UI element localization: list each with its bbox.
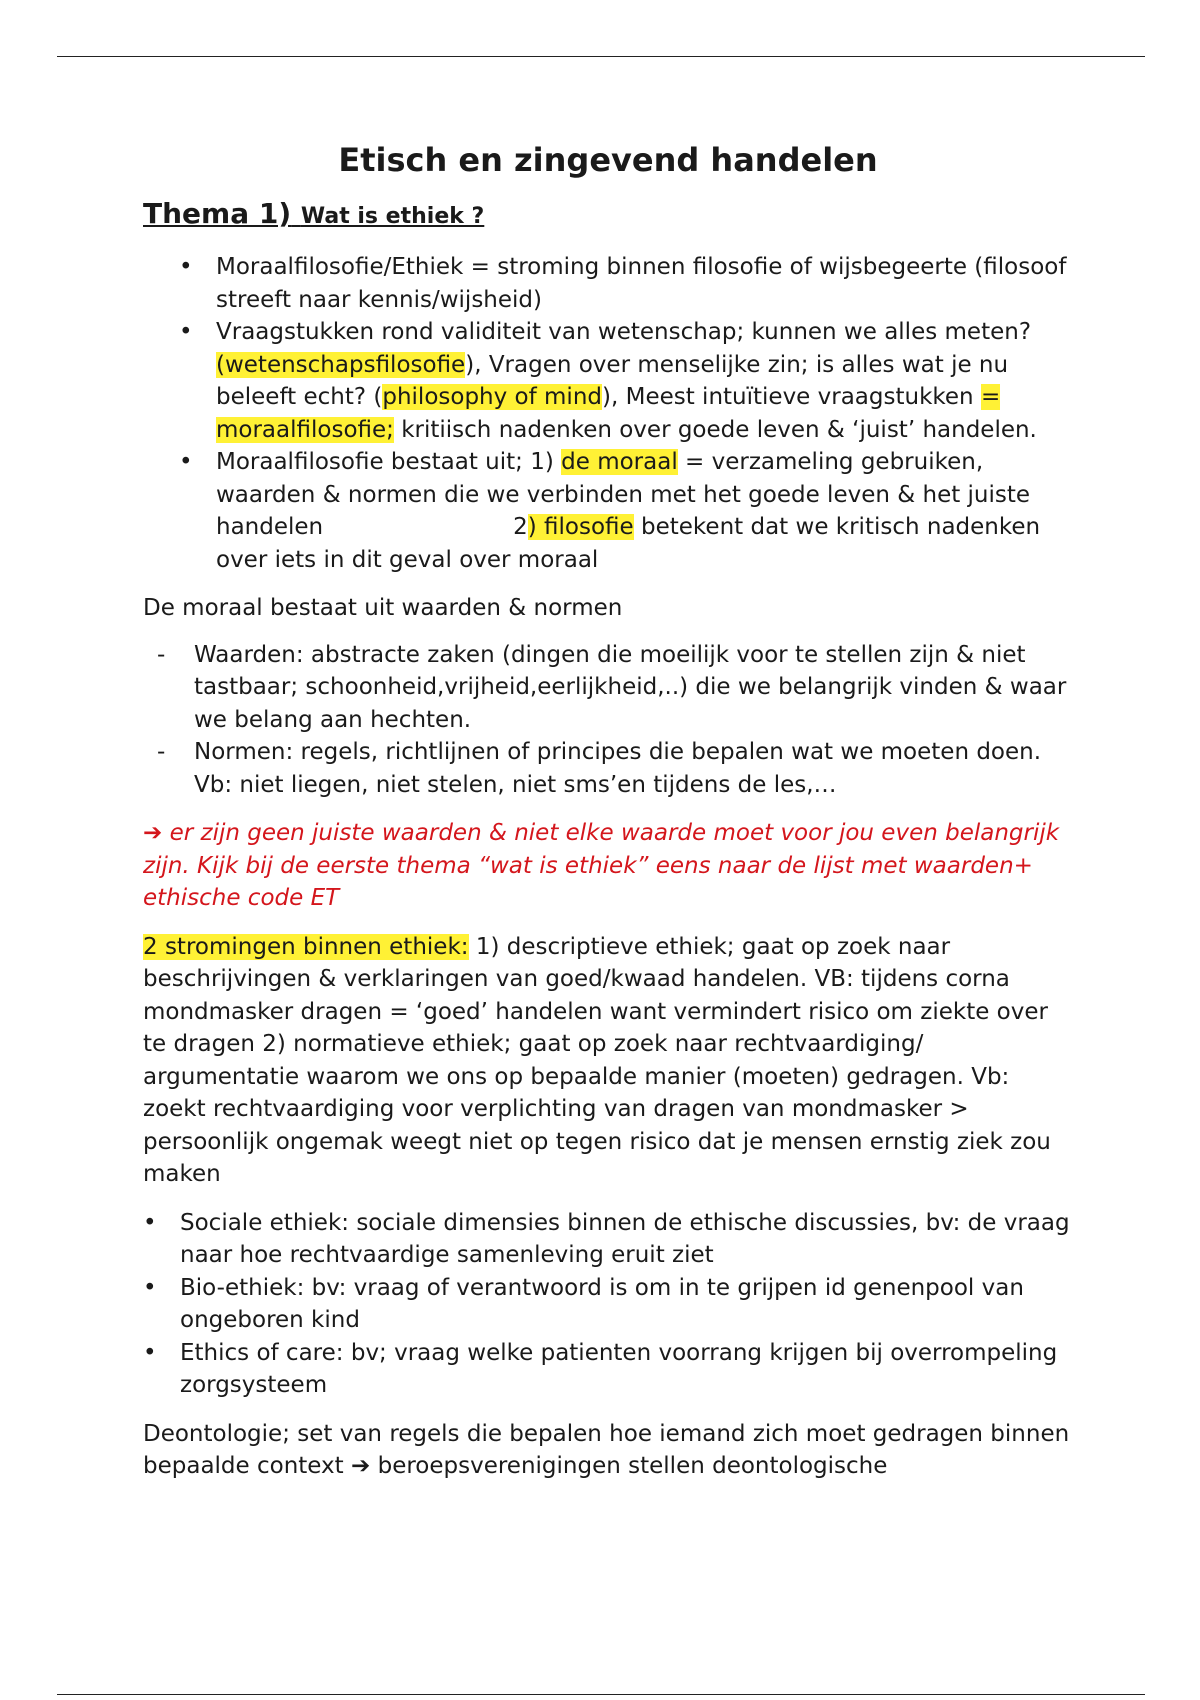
text-span: 2 [513, 514, 528, 540]
moraal-intro: De moraal bestaat uit waarden & normen [143, 595, 623, 621]
spacer [143, 625, 1073, 639]
stromingen-paragraph [143, 931, 1073, 1191]
list-item-sociale-ethiek: • Sociale ethiek: sociale dimensies binnen de ethische discussies, bv: de vraag naar hoe rechtvaardige samenleving eruit ziet [143, 1207, 1073, 1272]
bullet-list-2 [143, 1207, 1073, 1402]
list-item: • Moraalfilosofie/Ethiek = stroming binnen filosofie of wijsbegeerte (filosoof streeft naar kennis/wijsheid) [143, 251, 1073, 316]
footer-rule [57, 1694, 1145, 1695]
header-rule [57, 56, 1145, 57]
text-span: Vraagstukken rond validiteit van wetenschap; kunnen we alles meten? [216, 319, 1032, 345]
list-item-ethics-of-care: • Ethics of care: bv; vraag welke patienten voorrang krijgen bij overrompeling zorgsysteem [143, 1337, 1073, 1402]
deontologie-paragraph [143, 1418, 1073, 1483]
document-title: Etisch en zingevend handelen [338, 141, 878, 179]
highlight-de-moraal: de moraal [561, 449, 678, 475]
arrow-right-icon: ➔ [351, 1453, 371, 1479]
text-span: Moraalfilosofie bestaat uit; 1) [216, 449, 562, 475]
bullet-list-1 [143, 251, 1073, 576]
text-span: = verzameling gebruiken, waarden & normen die we verbinden met het goede leven & het juiste handelen [216, 449, 1031, 540]
text-span: Deontologie; set van regels die bepalen hoe iemand zich moet gedragen binnen bepaalde context [143, 1420, 1070, 1479]
spacer [143, 576, 1073, 592]
arrow-right-icon: ➔ [143, 820, 163, 846]
theme-heading [143, 196, 1073, 235]
list-item-waarden: - Waarden: abstracte zaken (dingen die moeilijk voor te stellen zijn & niet tastbaar; schoonheid,vrijheid,eerlijkheid,..) die we belangrijk vinden & waar we belang aan hechten. [143, 639, 1073, 737]
document-body [143, 138, 1073, 1483]
highlight-moraalfilosofie: = moraalfilosofie; [216, 384, 1001, 443]
note-paragraph [143, 817, 1073, 915]
dash-list [143, 639, 1073, 802]
highlight-wetenschapsfilosofie: (wetenschapsfilosofie [216, 351, 466, 378]
text-span: kritiisch nadenken over goede leven & ‘juist’ handelen. [393, 416, 1037, 443]
highlight-filosofie: ) filosofie [527, 514, 634, 540]
text-span: ), Vragen over menselijke zin; is alles wat je nu beleeft echt? ( [216, 351, 1009, 410]
spacer [143, 801, 1073, 817]
highlight-philosophy-of-mind: philosophy of mind [382, 384, 602, 410]
list-item [143, 316, 1073, 446]
spacer [143, 1191, 1073, 1207]
text-span: betekent dat we kritisch nadenken over iets in dit geval over moraal [216, 514, 1041, 573]
list-item [143, 446, 1073, 576]
spacer [143, 915, 1073, 931]
theme-question: Wat is ethiek ? [300, 204, 485, 229]
list-item-bio-ethiek: • Bio-ethiek: bv: vraag of verantwoord is om in te grijpen id genenpool van ongeboren kind [143, 1272, 1073, 1337]
text-span: ), Meest intuïtieve vraagstukken [602, 384, 981, 410]
theme-number: Thema 1) [143, 197, 292, 230]
stromingen-text: 1) descriptieve ethiek; gaat op zoek naar beschrijvingen & verklaringen van goed/kwaad handelen. VB: tijdens corna mondmasker dragen = ‘goed’ handelen want vermindert risico om ziekte over te dragen 2) normatieve ethiek; gaat op zoek naar rechtvaardiging/ argumentatie waarom we ons op bepaalde manier (moeten) gedragen. Vb: zoekt rechtvaardiging voor verplichting van dragen van mondmasker > persoonlijk ongemak weegt niet op tegen risico dat je mensen ernstig ziek zou maken [143, 933, 1051, 1187]
note-text: er zijn geen juiste waarden & niet elke waarde moet voor jou even belangrijk zijn. Kijk bij de eerste thema “wat is ethiek” eens naar de lijst met waarden+ ethische code ET [143, 820, 1060, 911]
text-span: beroepsverenigingen stellen deontologische [370, 1453, 888, 1479]
highlight-stromingen: 2 stromingen binnen ethiek: [143, 933, 469, 960]
spacer [143, 1402, 1073, 1418]
list-item-normen: - Normen: regels, richtlijnen of principes die bepalen wat we moeten doen. Vb: niet liegen, niet stelen, niet sms’en tijdens de les,… [143, 736, 1073, 801]
